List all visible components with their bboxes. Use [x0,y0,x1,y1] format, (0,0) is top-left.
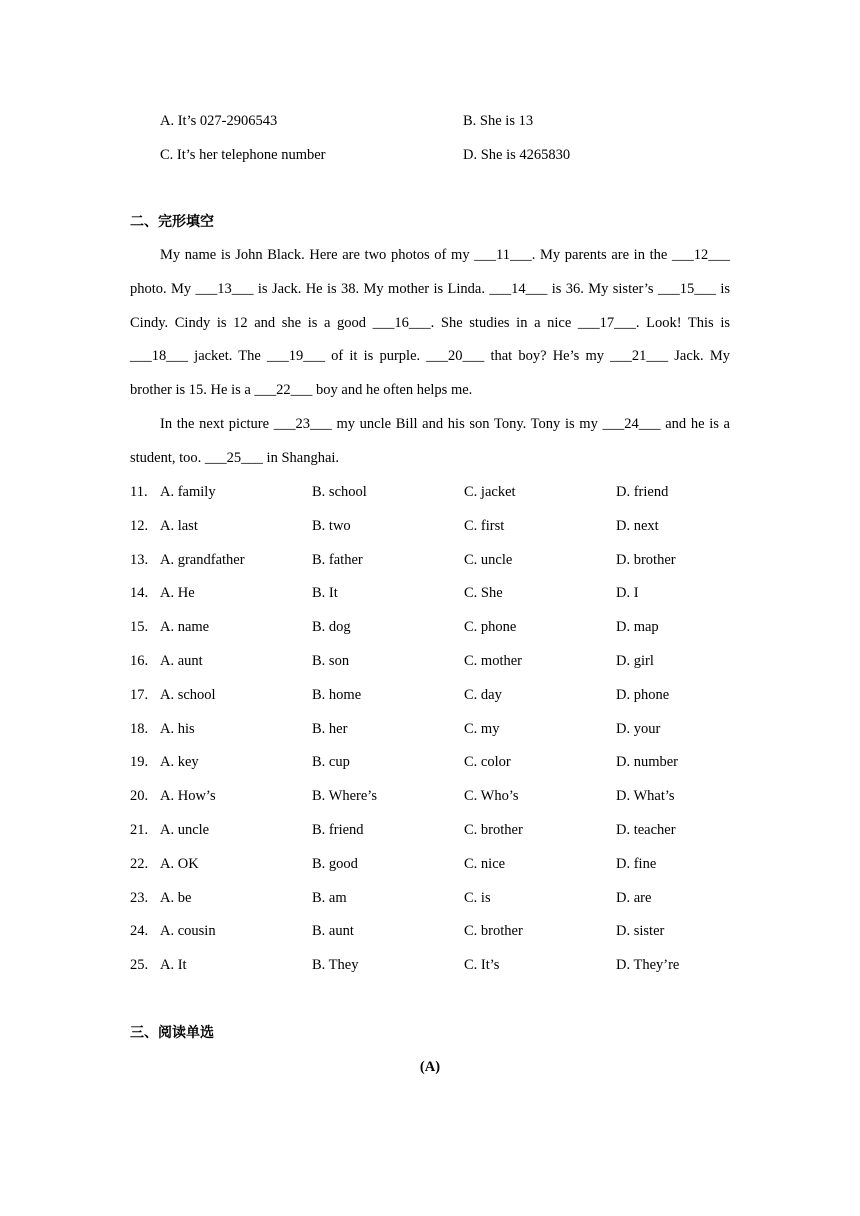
option-c: C. jacket [464,484,516,500]
option-a: A. last [160,517,198,534]
cloze-passage [130,239,730,476]
option-c: C. Who’s [464,788,519,805]
option-a: A. grandfather [160,551,245,568]
option-a: A. cousin [160,923,216,940]
question-number: 13. [130,551,149,568]
question-number: 16. [130,652,149,669]
question-row [130,882,750,916]
prev-option-d: D. She is 4265830 [463,147,571,163]
option-b: B. aunt [312,923,354,940]
option-c: C. nice [464,855,506,872]
option-b: B. two [312,517,351,534]
question-row [130,746,750,780]
option-b: B. father [312,551,363,568]
option-d: D. girl [616,652,654,669]
option-b: B. cup [312,754,350,771]
reading-passage-label: (A) [419,1059,441,1075]
question-row [130,713,750,747]
option-b: B. home [312,686,362,703]
option-d: D. brother [616,551,676,568]
option-b: B. It [312,585,338,602]
question-row [130,510,750,544]
option-d: D. are [616,889,652,906]
question-number: 15. [130,619,149,636]
option-b: B. son [312,652,350,669]
option-d: D. your [616,720,661,737]
section-heading-cloze: 二、完形填空 [130,214,214,230]
option-a: A. It [160,957,187,974]
option-d: D. number [616,754,679,771]
option-a: A. key [160,754,199,771]
question-number: 24. [130,923,149,940]
option-c: C. mother [464,652,522,669]
option-c: C. It’s [464,957,500,974]
question-row [130,611,750,645]
question-row [130,679,750,713]
question-row [130,915,750,949]
question-number: 19. [130,754,149,771]
question-row [130,814,750,848]
option-d: D. sister [616,923,665,940]
option-b: B. good [312,855,358,872]
passage-paragraph: My name is John Black. Here are two photos of my ___11___. My parents are in the ___12___ photo. My ___13___ is Jack. He is 38. My mother is Linda. ___14___ is 36. My sister’s ___15___ is Cindy. Cindy is 12 and she is a good ___16___. She studies in a nice ___17___. Look! This is ___18___ jacket. The ___19___ of it is purple. ___20___ that boy? He’s my ___21___ Jack. My brother is 15. He is a ___22___ boy and he often helps me. [130,247,730,399]
option-c: C. brother [464,923,523,940]
passage-paragraph: In the next picture ___23___ my uncle Bill and his son Tony. Tony is my ___24___ and he is a student, too. ___25___ in Shanghai. [130,415,730,466]
option-a: A. How’s [160,788,216,805]
option-d: D. fine [616,855,657,872]
option-a: A. aunt [160,652,203,669]
option-a: A. school [160,686,216,703]
prev-option-b: B. She is 13 [463,113,534,129]
question-number: 22. [130,855,149,872]
option-d: D. next [616,517,659,534]
option-b: B. friend [312,821,364,838]
section-heading-reading: 三、阅读单选 [130,1025,214,1041]
question-number: 12. [130,517,149,534]
option-c: C. phone [464,619,517,636]
option-d: D. What’s [616,788,675,805]
option-c: C. day [464,686,502,703]
option-a: A. his [160,720,195,737]
question-number: 20. [130,788,149,805]
question-row [130,544,750,578]
option-c: C. uncle [464,551,513,568]
prev-question-options-row-2 [160,138,760,172]
option-b: B. am [312,889,347,906]
question-row [130,780,750,814]
option-c: C. first [464,517,505,534]
option-d: D. teacher [616,821,676,838]
question-number: 25. [130,957,149,974]
option-c: C. color [464,754,511,771]
option-c: C. brother [464,821,523,838]
option-a: A. OK [160,855,199,872]
question-row [130,848,750,882]
option-c: C. is [464,889,491,906]
option-d: D. phone [616,686,670,703]
option-b: B. Where’s [312,788,377,805]
question-number: 21. [130,821,149,838]
option-b: B. school [312,484,367,500]
question-row [130,476,750,510]
question-row [130,577,750,611]
question-row [130,645,750,679]
option-a: A. He [160,585,195,602]
prev-question-options-row-1 [160,104,760,138]
option-b: B. They [312,957,359,974]
question-row [130,949,750,983]
option-a: A. be [160,889,192,906]
option-d: D. map [616,619,659,636]
cloze-question-list [130,476,750,983]
option-c: C. She [464,585,503,602]
option-b: B. her [312,720,348,737]
question-number: 14. [130,585,149,602]
prev-option-a: A. It’s 027-2906543 [160,113,278,129]
option-a: A. uncle [160,821,210,838]
question-number: 17. [130,686,149,703]
question-number: 18. [130,720,149,737]
option-d: D. friend [616,484,669,500]
option-a: A. family [160,484,216,500]
option-d: D. I [616,585,639,602]
question-number: 23. [130,889,149,906]
option-c: C. my [464,720,500,737]
option-d: D. They’re [616,957,680,974]
question-number: 11. [130,484,148,500]
prev-option-c: C. It’s her telephone number [160,147,326,163]
option-a: A. name [160,619,210,636]
option-b: B. dog [312,619,351,636]
